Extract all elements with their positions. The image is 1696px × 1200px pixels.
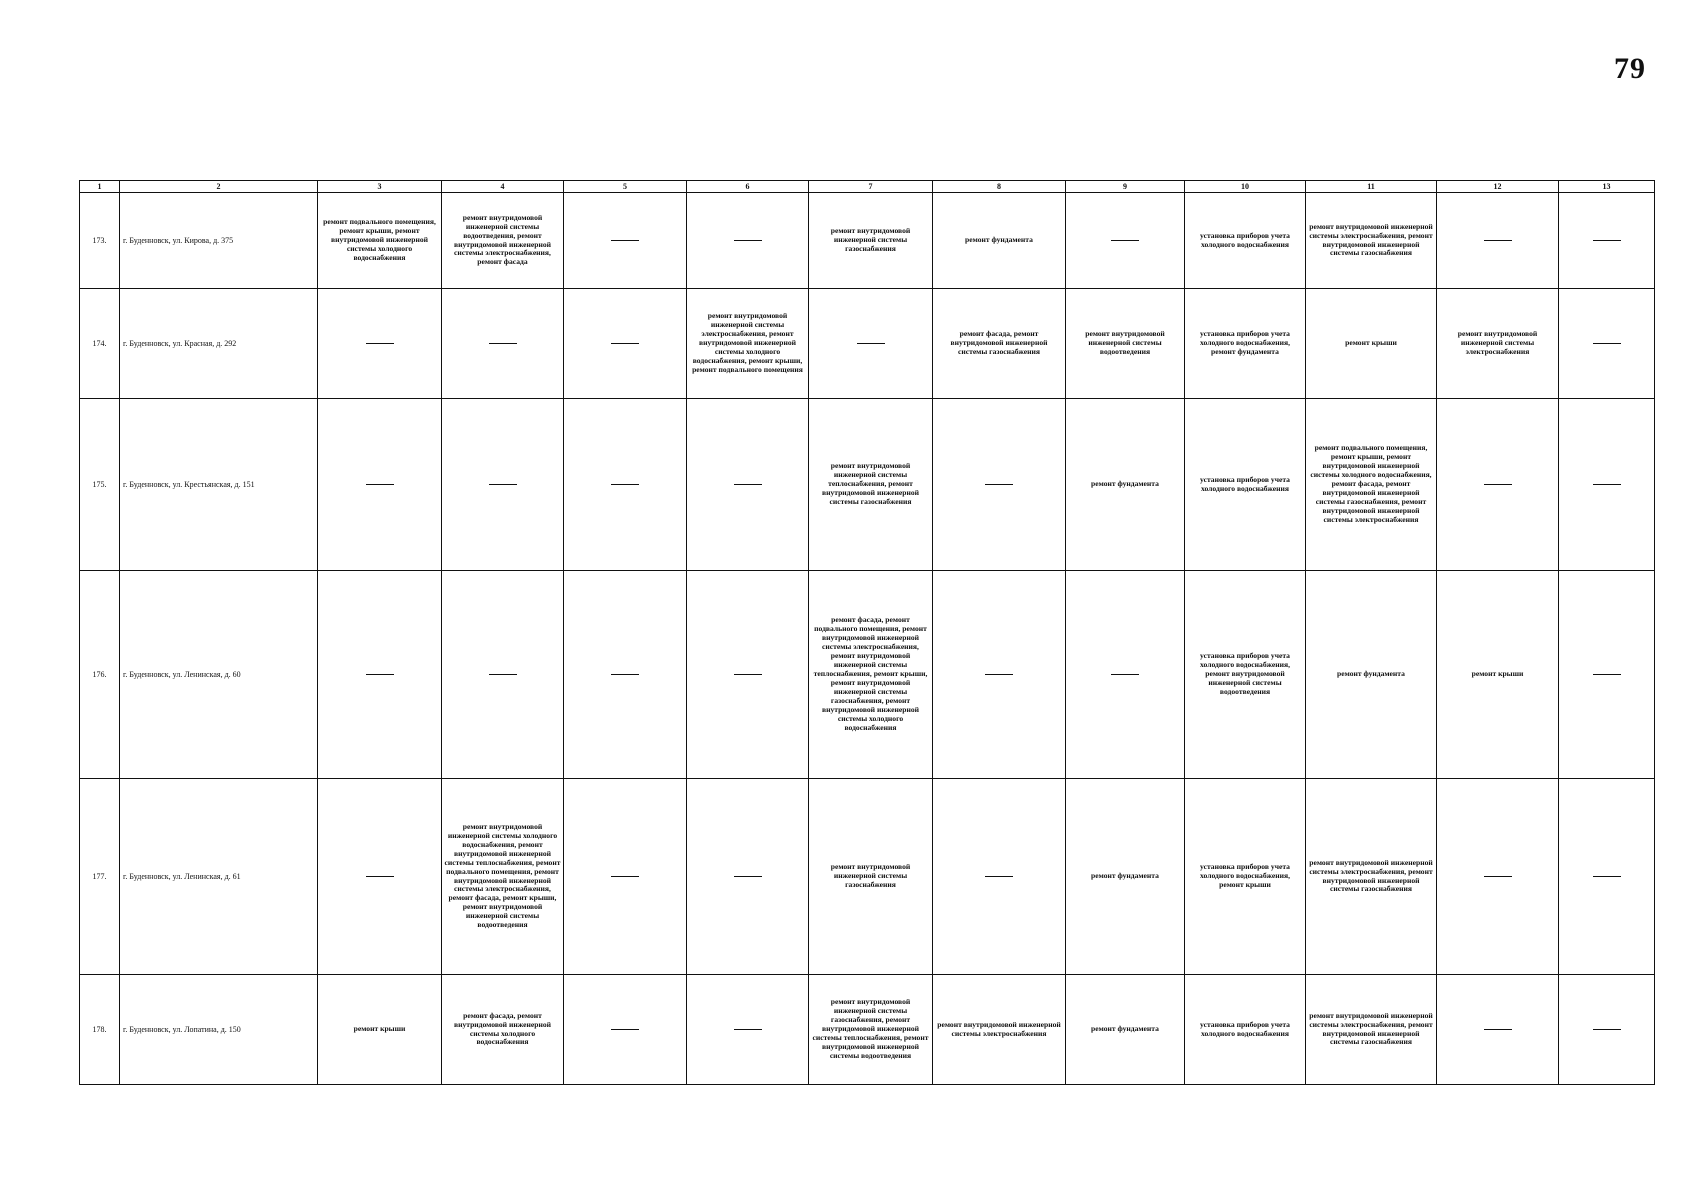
repair-work-cell: ремонт внутридомовой инженерной системы газоснабжения	[809, 193, 933, 289]
empty-cell-dash	[687, 193, 809, 289]
column-number-row	[80, 181, 1655, 193]
row-address: г. Буденновск, ул. Лопатина, д. 150	[120, 975, 318, 1085]
repair-work-cell: ремонт внутридомовой инженерной системы газоснабжения, ремонт внутридомовой инженерной системы теплоснабжения, ремонт внутридомовой инженерной системы водоотведения	[809, 975, 933, 1085]
repair-work-cell: установка приборов учета холодного водоснабжения	[1185, 193, 1306, 289]
dash-mark	[611, 1029, 639, 1030]
empty-cell-dash	[933, 399, 1066, 571]
repair-work-cell: ремонт внутридомовой инженерной системы электроснабжения, ремонт внутридомовой инженерной системы газоснабжения	[1306, 975, 1437, 1085]
dash-mark	[1593, 1029, 1621, 1030]
dash-mark	[734, 484, 762, 485]
table-row	[80, 571, 1655, 779]
dash-mark	[1593, 876, 1621, 877]
column-header-1: 1	[80, 181, 120, 193]
empty-cell-dash	[933, 779, 1066, 975]
table-body	[80, 193, 1655, 1085]
dash-mark	[611, 484, 639, 485]
row-address: г. Буденновск, ул. Крестьянская, д. 151	[120, 399, 318, 571]
column-header-10: 10	[1185, 181, 1306, 193]
dash-mark	[1484, 240, 1512, 241]
row-address: г. Буденновск, ул. Кирова, д. 375	[120, 193, 318, 289]
repair-work-cell: ремонт крыши	[1437, 571, 1559, 779]
repair-work-cell: ремонт фундамента	[1306, 571, 1437, 779]
dash-mark	[1111, 240, 1139, 241]
dash-mark	[366, 343, 394, 344]
repair-work-cell: ремонт фундамента	[1066, 399, 1185, 571]
dash-mark	[489, 343, 517, 344]
repair-schedule-table	[79, 180, 1655, 1085]
empty-cell-dash	[1066, 193, 1185, 289]
column-header-9: 9	[1066, 181, 1185, 193]
repair-work-cell: ремонт крыши	[318, 975, 442, 1085]
dash-mark	[1593, 484, 1621, 485]
empty-cell-dash	[1559, 975, 1655, 1085]
row-address: г. Буденновск, ул. Ленинская, д. 61	[120, 779, 318, 975]
table-row	[80, 193, 1655, 289]
table-row	[80, 289, 1655, 399]
empty-cell-dash	[687, 779, 809, 975]
dash-mark	[1593, 674, 1621, 675]
empty-cell-dash	[687, 571, 809, 779]
repair-work-cell: ремонт фундамента	[1066, 975, 1185, 1085]
empty-cell-dash	[1437, 399, 1559, 571]
empty-cell-dash	[564, 399, 687, 571]
row-number: 174.	[80, 289, 120, 399]
empty-cell-dash	[1559, 399, 1655, 571]
dash-mark	[611, 674, 639, 675]
repair-work-cell: установка приборов учета холодного водоснабжения	[1185, 975, 1306, 1085]
empty-cell-dash	[1559, 779, 1655, 975]
empty-cell-dash	[1066, 571, 1185, 779]
column-header-8: 8	[933, 181, 1066, 193]
empty-cell-dash	[318, 779, 442, 975]
dash-mark	[611, 343, 639, 344]
dash-mark	[734, 876, 762, 877]
repair-work-cell: ремонт внутридомовой инженерной системы электроснабжения, ремонт внутридомовой инженерной системы газоснабжения	[1306, 779, 1437, 975]
empty-cell-dash	[687, 399, 809, 571]
repair-work-cell: установка приборов учета холодного водоснабжения, ремонт крыши	[1185, 779, 1306, 975]
empty-cell-dash	[318, 399, 442, 571]
dash-mark	[734, 1029, 762, 1030]
dash-mark	[366, 876, 394, 877]
repair-work-cell: ремонт подвального помещения, ремонт крыши, ремонт внутридомовой инженерной системы холодного водоснабжения	[318, 193, 442, 289]
empty-cell-dash	[564, 193, 687, 289]
dash-mark	[366, 674, 394, 675]
repair-work-cell: установка приборов учета холодного водоснабжения, ремонт внутридомовой инженерной системы водоотведения	[1185, 571, 1306, 779]
empty-cell-dash	[564, 779, 687, 975]
dash-mark	[611, 876, 639, 877]
dash-mark	[734, 240, 762, 241]
repair-work-cell: ремонт внутридомовой инженерной системы холодного водоснабжения, ремонт внутридомовой инженерной системы теплоснабжения, ремонт подвального помещения, ремонт внутридомовой инженерной системы электроснабжения, ремонт фасада, ремонт крыши, ремонт внутридомовой инженерной системы водоотведения	[442, 779, 564, 975]
page-number: 79	[1614, 52, 1646, 85]
empty-cell-dash	[442, 399, 564, 571]
dash-mark	[1593, 343, 1621, 344]
empty-cell-dash	[687, 975, 809, 1085]
dash-mark	[1593, 240, 1621, 241]
column-header-2: 2	[120, 181, 318, 193]
repair-work-cell: ремонт подвального помещения, ремонт крыши, ремонт внутридомовой инженерной системы холодного водоснабжения, ремонт фасада, ремонт внутридомовой инженерной системы газоснабжения, ремонт внутридомовой инженерной системы электроснабжения	[1306, 399, 1437, 571]
dash-mark	[734, 674, 762, 675]
table-row	[80, 779, 1655, 975]
empty-cell-dash	[1437, 975, 1559, 1085]
empty-cell-dash	[1437, 193, 1559, 289]
repair-work-cell: ремонт крыши	[1306, 289, 1437, 399]
repair-work-cell: ремонт фундамента	[933, 193, 1066, 289]
empty-cell-dash	[1559, 571, 1655, 779]
repair-work-cell: ремонт внутридомовой инженерной системы водоотведения, ремонт внутридомовой инженерной системы электроснабжения, ремонт фасада	[442, 193, 564, 289]
column-header-5: 5	[564, 181, 687, 193]
empty-cell-dash	[809, 289, 933, 399]
row-address: г. Буденновск, ул. Ленинская, д. 60	[120, 571, 318, 779]
column-header-12: 12	[1437, 181, 1559, 193]
empty-cell-dash	[318, 289, 442, 399]
repair-work-cell: ремонт внутридомовой инженерной системы электроснабжения, ремонт внутридомовой инженерной системы холодного водоснабжения, ремонт крыши, ремонт подвального помещения	[687, 289, 809, 399]
row-number: 177.	[80, 779, 120, 975]
dash-mark	[489, 674, 517, 675]
column-header-11: 11	[1306, 181, 1437, 193]
repair-work-cell: установка приборов учета холодного водоснабжения, ремонт фундамента	[1185, 289, 1306, 399]
repair-work-cell: ремонт фасада, ремонт внутридомовой инженерной системы холодного водоснабжения	[442, 975, 564, 1085]
column-header-13: 13	[1559, 181, 1655, 193]
repair-work-cell: ремонт фундамента	[1066, 779, 1185, 975]
repair-work-cell: ремонт внутридомовой инженерной системы электроснабжения	[1437, 289, 1559, 399]
column-header-3: 3	[318, 181, 442, 193]
dash-mark	[985, 876, 1013, 877]
column-header-4: 4	[442, 181, 564, 193]
empty-cell-dash	[564, 571, 687, 779]
dash-mark	[1484, 484, 1512, 485]
repair-work-cell: ремонт фасада, ремонт внутридомовой инженерной системы газоснабжения	[933, 289, 1066, 399]
dash-mark	[366, 484, 394, 485]
dash-mark	[1484, 876, 1512, 877]
column-header-7: 7	[809, 181, 933, 193]
row-number: 173.	[80, 193, 120, 289]
repair-work-cell: ремонт внутридомовой инженерной системы газоснабжения	[809, 779, 933, 975]
table-row	[80, 975, 1655, 1085]
row-number: 176.	[80, 571, 120, 779]
repair-work-cell: ремонт внутридомовой инженерной системы электроснабжения, ремонт внутридомовой инженерной системы газоснабжения	[1306, 193, 1437, 289]
empty-cell-dash	[564, 975, 687, 1085]
dash-mark	[489, 484, 517, 485]
empty-cell-dash	[933, 571, 1066, 779]
repair-work-cell: ремонт внутридомовой инженерной системы теплоснабжения, ремонт внутридомовой инженерной системы газоснабжения	[809, 399, 933, 571]
empty-cell-dash	[564, 289, 687, 399]
dash-mark	[1111, 674, 1139, 675]
empty-cell-dash	[1437, 779, 1559, 975]
row-number: 175.	[80, 399, 120, 571]
empty-cell-dash	[318, 571, 442, 779]
row-number: 178.	[80, 975, 120, 1085]
dash-mark	[611, 240, 639, 241]
repair-work-cell: ремонт внутридомовой инженерной системы электроснабжения	[933, 975, 1066, 1085]
dash-mark	[1484, 1029, 1512, 1030]
repair-work-cell: ремонт внутридомовой инженерной системы водоотведения	[1066, 289, 1185, 399]
column-header-6: 6	[687, 181, 809, 193]
repair-work-cell: ремонт фасада, ремонт подвального помещения, ремонт внутридомовой инженерной системы электроснабжения, ремонт внутридомовой инженерной системы теплоснабжения, ремонт крыши, ремонт внутридомовой инженерной системы газоснабжения, ремонт внутридомовой инженерной системы холодного водоснабжения	[809, 571, 933, 779]
dash-mark	[985, 484, 1013, 485]
row-address: г. Буденновск, ул. Красная, д. 292	[120, 289, 318, 399]
empty-cell-dash	[442, 289, 564, 399]
empty-cell-dash	[1559, 289, 1655, 399]
table-row	[80, 399, 1655, 571]
empty-cell-dash	[442, 571, 564, 779]
empty-cell-dash	[1559, 193, 1655, 289]
dash-mark	[857, 343, 885, 344]
repair-work-cell: установка приборов учета холодного водоснабжения	[1185, 399, 1306, 571]
dash-mark	[985, 674, 1013, 675]
